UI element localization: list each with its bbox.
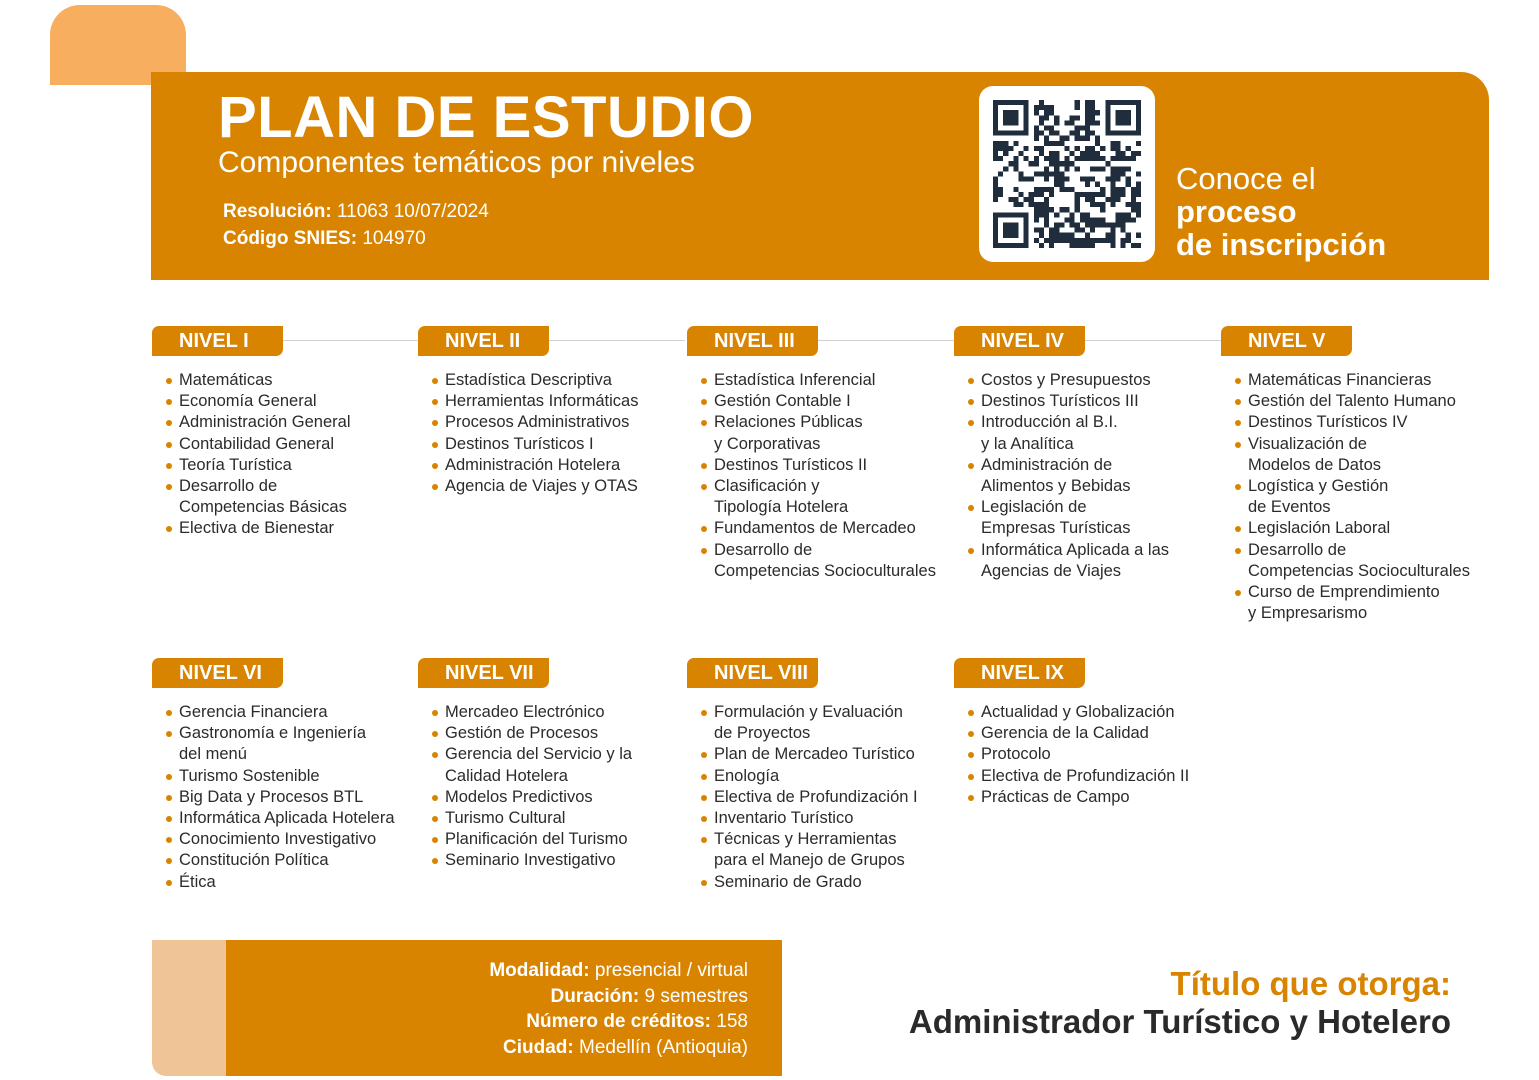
course-item: Electiva de Profundización II <box>968 766 1228 787</box>
level-divider <box>549 340 685 341</box>
course-item: Destinos Turísticos IV <box>1235 412 1495 433</box>
course-item: Seminario de Grado <box>701 872 961 893</box>
modalidad-line <box>489 958 748 984</box>
level-divider <box>1085 340 1221 341</box>
course-list <box>166 702 426 893</box>
course-item: Big Data y Procesos BTL <box>166 787 426 808</box>
modalidad-label: Modalidad: <box>489 960 590 981</box>
course-item: Turismo Cultural <box>432 808 692 829</box>
course-item: Mercadeo Electrónico <box>432 702 692 723</box>
program-meta <box>223 198 489 252</box>
modalidad-value: presencial / virtual <box>594 960 748 981</box>
cta-line-3: de inscripción <box>1176 227 1387 262</box>
level-divider <box>818 340 954 341</box>
duracion-line <box>489 984 748 1010</box>
course-item: Inventario Turístico <box>701 808 961 829</box>
course-item: Planificación del Turismo <box>432 829 692 850</box>
course-item: Gestión de Procesos <box>432 723 692 744</box>
course-item: Turismo Sostenible <box>166 766 426 787</box>
snies-value: 104970 <box>362 228 426 249</box>
course-item: Introducción al B.I. y la Analítica <box>968 412 1228 454</box>
course-item: Gestión del Talento Humano <box>1235 391 1495 412</box>
level-heading: NIVEL IX <box>954 658 1085 688</box>
course-item: Logística y Gestión de Eventos <box>1235 476 1495 518</box>
qr-code-icon <box>993 100 1141 248</box>
course-item: Herramientas Informáticas <box>432 391 692 412</box>
course-item: Teoría Turística <box>166 455 426 476</box>
ciudad-value: Medellín (Antioquia) <box>579 1036 748 1058</box>
ciudad-line <box>489 1035 748 1061</box>
course-item: Actualidad y Globalización <box>968 702 1228 723</box>
course-item: Contabilidad General <box>166 434 426 455</box>
course-item: Modelos Predictivos <box>432 787 692 808</box>
cta-line-1: Conoce el <box>1176 161 1316 196</box>
course-list <box>432 370 692 497</box>
course-item: Conocimiento Investigativo <box>166 829 426 850</box>
course-item: Prácticas de Campo <box>968 787 1228 808</box>
course-item: Destinos Turísticos III <box>968 391 1228 412</box>
ciudad-label: Ciudad: <box>503 1036 574 1058</box>
course-item: Matemáticas Financieras <box>1235 370 1495 391</box>
course-item: Electiva de Bienestar <box>166 518 426 539</box>
degree-label: Título que otorga: <box>1170 965 1451 1002</box>
resolution-line <box>223 198 489 225</box>
course-item: Administración Hotelera <box>432 455 692 476</box>
course-item: Desarrollo de Competencias Básicas <box>166 476 426 518</box>
inscription-cta[interactable] <box>1176 162 1386 261</box>
level-heading: NIVEL IV <box>954 326 1085 356</box>
course-item: Técnicas y Herramientas para el Manejo de Grupos <box>701 829 961 871</box>
footer-accent <box>152 940 232 1076</box>
course-item: Estadística Descriptiva <box>432 370 692 391</box>
course-list <box>968 702 1228 808</box>
creditos-line <box>489 1009 748 1035</box>
course-item: Destinos Turísticos II <box>701 455 961 476</box>
course-item: Informática Aplicada Hotelera <box>166 808 426 829</box>
course-item: Electiva de Profundización I <box>701 787 961 808</box>
level-heading: NIVEL VIII <box>687 658 818 688</box>
course-item: Gestión Contable I <box>701 391 961 412</box>
course-item: Economía General <box>166 391 426 412</box>
level-heading: NIVEL V <box>1221 326 1352 356</box>
course-list <box>432 702 692 872</box>
course-item: Constitución Política <box>166 850 426 871</box>
course-item: Administración de Alimentos y Bebidas <box>968 455 1228 497</box>
snies-label: Código SNIES: <box>223 228 358 249</box>
course-item: Protocolo <box>968 744 1228 765</box>
program-details <box>226 940 782 1076</box>
course-item: Curso de Emprendimiento y Empresarismo <box>1235 582 1495 624</box>
level-heading: NIVEL II <box>418 326 549 356</box>
duracion-label: Duración: <box>550 985 640 1007</box>
creditos-label: Número de créditos: <box>526 1011 712 1033</box>
course-item: Agencia de Viajes y OTAS <box>432 476 692 497</box>
course-item: Costos y Presupuestos <box>968 370 1228 391</box>
qr-code[interactable] <box>979 86 1155 262</box>
resolution-label: Resolución: <box>223 201 332 222</box>
degree-title <box>909 965 1451 1041</box>
page-subtitle: Componentes temáticos por niveles <box>218 146 695 179</box>
page-title: PLAN DE ESTUDIO <box>218 85 754 150</box>
snies-line <box>223 225 489 252</box>
course-item: Procesos Administrativos <box>432 412 692 433</box>
course-item: Destinos Turísticos I <box>432 434 692 455</box>
resolution-value: 11063 10/07/2024 <box>337 201 489 222</box>
cta-line-2: proceso <box>1176 194 1297 229</box>
course-item: Enología <box>701 766 961 787</box>
course-item: Gerencia de la Calidad <box>968 723 1228 744</box>
course-item: Desarrollo de Competencias Socioculturales <box>701 540 961 582</box>
course-item: Desarrollo de Competencias Socioculturales <box>1235 540 1495 582</box>
course-list <box>166 370 426 540</box>
course-item: Legislación de Empresas Turísticas <box>968 497 1228 539</box>
duracion-value: 9 semestres <box>644 985 748 1007</box>
course-item: Ética <box>166 872 426 893</box>
course-item: Matemáticas <box>166 370 426 391</box>
course-item: Relaciones Públicas y Corporativas <box>701 412 961 454</box>
level-heading: NIVEL VII <box>418 658 549 688</box>
course-item: Legislación Laboral <box>1235 518 1495 539</box>
course-item: Seminario Investigativo <box>432 850 692 871</box>
course-item: Fundamentos de Mercadeo <box>701 518 961 539</box>
level-heading: NIVEL VI <box>152 658 283 688</box>
course-item: Gerencia del Servicio y la Calidad Hotelera <box>432 744 692 786</box>
level-heading: NIVEL I <box>152 326 283 356</box>
level-divider <box>283 340 419 341</box>
course-item: Gastronomía e Ingeniería del menú <box>166 723 426 765</box>
course-item: Gerencia Financiera <box>166 702 426 723</box>
course-item: Clasificación y Tipología Hotelera <box>701 476 961 518</box>
course-item: Administración General <box>166 412 426 433</box>
course-list <box>701 702 961 893</box>
course-list <box>968 370 1228 582</box>
header-banner <box>151 72 1489 280</box>
course-list <box>701 370 961 582</box>
course-item: Informática Aplicada a las Agencias de Viajes <box>968 540 1228 582</box>
course-item: Plan de Mercadeo Turístico <box>701 744 961 765</box>
course-item: Estadística Inferencial <box>701 370 961 391</box>
level-heading: NIVEL III <box>687 326 818 356</box>
course-item: Formulación y Evaluación de Proyectos <box>701 702 961 744</box>
course-item: Visualización de Modelos de Datos <box>1235 434 1495 476</box>
course-list <box>1235 370 1495 624</box>
creditos-value: 158 <box>716 1011 748 1033</box>
degree-name: Administrador Turístico y Hotelero <box>908 1003 1451 1040</box>
